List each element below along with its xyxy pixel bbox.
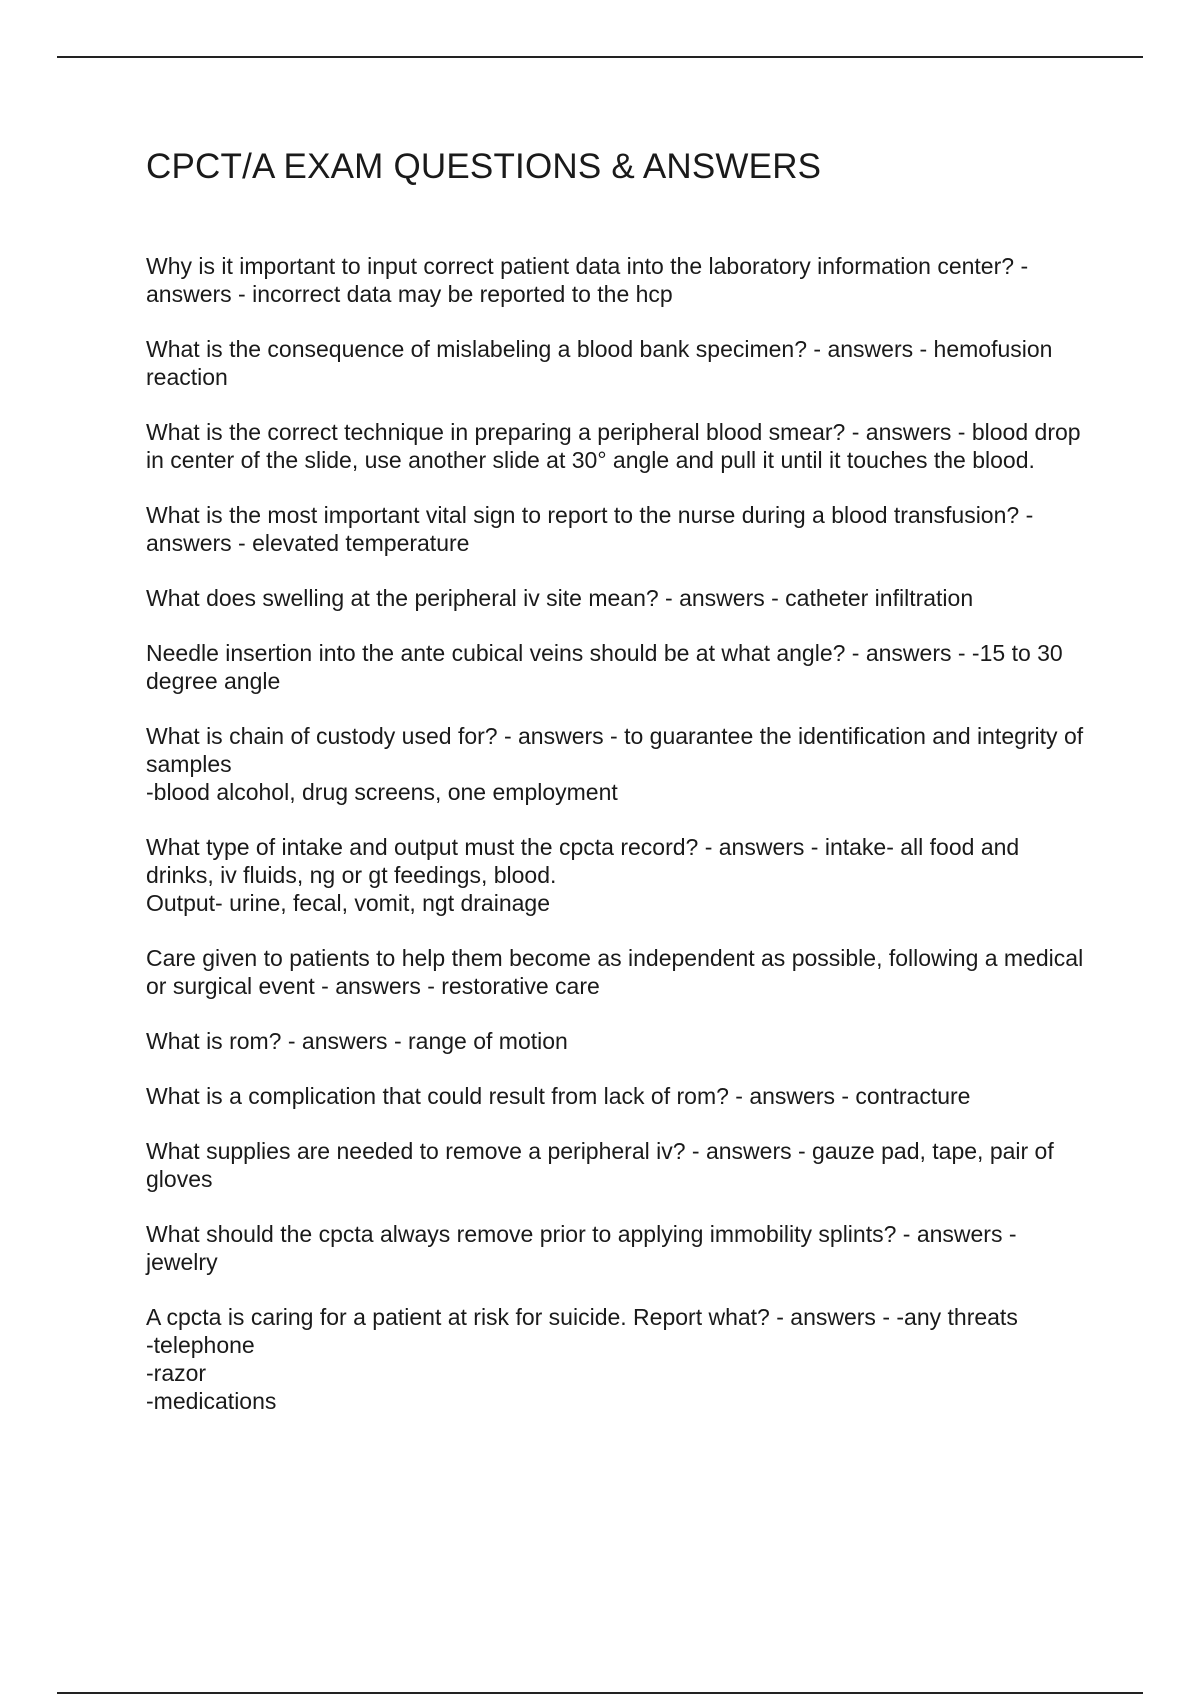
qa-item: What does swelling at the peripheral iv site mean? - answers - catheter infiltration	[146, 585, 974, 611]
document-title: CPCT/A EXAM QUESTIONS & ANSWERS	[146, 147, 822, 186]
top-divider	[57, 56, 1143, 58]
qa-item: Care given to patients to help them become as independent as possible, following a medical or surgical event - answers - restorative care	[146, 945, 1084, 999]
qa-item: A cpcta is caring for a patient at risk for suicide. Report what? - answers - -any threats -telephone -razor -medications	[146, 1304, 1018, 1414]
qa-item: What should the cpcta always remove prior to applying immobility splints? - answers - jewelry	[146, 1221, 1017, 1275]
qa-item: What type of intake and output must the cpcta record? - answers - intake- all food and drinks, iv fluids, ng or gt feedings, blood. Output- urine, fecal, vomit, ngt drainage	[146, 834, 1020, 916]
bottom-divider	[57, 1692, 1143, 1694]
qa-item: What supplies are needed to remove a peripheral iv? - answers - gauze pad, tape, pair of gloves	[146, 1138, 1054, 1192]
document-body	[146, 142, 1086, 1442]
qa-item: Needle insertion into the ante cubical veins should be at what angle? - answers - -15 to 30 degree angle	[146, 640, 1063, 694]
qa-item: What is the consequence of mislabeling a blood bank specimen? - answers - hemofusion reaction	[146, 336, 1053, 390]
qa-item: What is a complication that could result from lack of rom? - answers - contracture	[146, 1083, 971, 1109]
qa-item: What is chain of custody used for? - answers - to guarantee the identification and integrity of samples -blood alcohol, drug screens, one employment	[146, 723, 1084, 805]
qa-item: What is rom? - answers - range of motion	[146, 1028, 568, 1054]
qa-item: What is the correct technique in preparing a peripheral blood smear? - answers - blood drop in center of the slide, use another slide at 30° angle and pull it until it touches the blood.	[146, 419, 1081, 473]
qa-item: What is the most important vital sign to report to the nurse during a blood transfusion? - answers - elevated temperature	[146, 502, 1034, 556]
qa-item: Why is it important to input correct patient data into the laboratory information center? - answers - incorrect data may be reported to the hcp	[146, 253, 1029, 307]
